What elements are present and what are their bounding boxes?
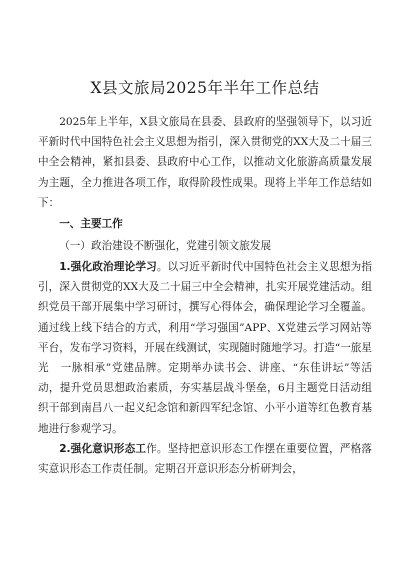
item-paragraph-ideology [38,439,372,479]
section-heading-main-work: 一、主要工作 [59,218,123,231]
intro-paragraph: 2025年上半年，X县文旅局在县委、县政府的坚强领导下，以习近平新时代中国特色社会主义思想为指引，深入贯彻党的XX大及二十届三中全会精神，紧扣县委、县政府中心工作，以推动文化旅游高质量发展为主题，全力推进各项工作，取得阶段性成果。现将上半年工作总结如下： [38,116,372,209]
item-text-theory-study: 。以习近平新时代中国特色社会主义思想为指引，深入贯彻党的XX大及二十届三中全会精神，扎实开展党建活动。组织党员干部开展集中学习研讨，撰写心得体会，确保理论学习全覆盖。通过线上线下结合的方式，利用“学习强国”APP、X党建云学习网站等平台，发布学习资料，开展在线测试，实现随时随地学习。打造“一旅星光 一脉相承”党建品牌。定期举办读书会、讲座、“东佳讲坛”等活动，提升党员思想政治素质，夯实基层战斗堡垒，6月主题党日活动组织干部到南昌八一起义纪念馆和新四军纪念馆、小平小道等红色教育基地进行参观学习。 [38,261,372,435]
item-lead-ideology: 2.强化意识形态工 [59,442,147,455]
subsection-heading-political: （一）政治建设不断强化，党建引领文旅发展 [59,240,272,253]
item-lead-theory-study: 1.强化政治理论学习 [59,261,157,274]
item-text-ideology: 作。坚持把意识形态工作摆在重要位置，严格落实意识形态工作责任制。定期召开意识形态分析研判会， [38,442,372,476]
document-title: X县文旅局2025年半年工作总结 [90,79,320,97]
item-paragraph-theory-study [38,257,372,439]
